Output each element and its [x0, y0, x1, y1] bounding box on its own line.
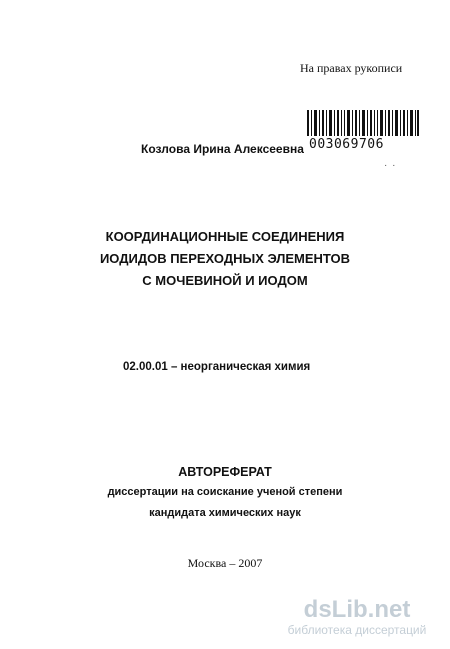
barcode: [307, 110, 425, 152]
barcode-bars: [307, 110, 419, 136]
abstract-block: [0, 462, 450, 524]
thesis-title: [0, 226, 450, 292]
specialty-code: 02.00.01 – неорганическая химия: [123, 361, 311, 373]
abstract-line-1: диссертации на соискание ученой степени: [107, 486, 343, 498]
barcode-number: 003069706: [309, 137, 384, 152]
abstract-heading: АВТОРЕФЕРАТ: [178, 465, 272, 479]
city-year: Москва – 2007: [187, 556, 263, 570]
thesis-title-line-1: КООРДИНАЦИОННЫЕ СОЕДИНЕНИЯ: [105, 229, 345, 244]
watermark[interactable]: [272, 598, 442, 638]
author-name: Козлова Ирина Алексеевна: [141, 142, 304, 156]
rights-note: На правах рукописи: [300, 61, 403, 75]
thesis-title-line-2: ИОДИДОВ ПЕРЕХОДНЫХ ЭЛЕМЕНТОВ: [99, 251, 351, 266]
barcode-dots: · ·: [384, 160, 397, 171]
abstract-line-2: кандидата химических наук: [149, 507, 301, 519]
watermark-logo[interactable]: dsLib.net: [303, 596, 411, 623]
thesis-title-line-3: С МОЧЕВИНОЙ И ИОДОМ: [142, 273, 308, 288]
watermark-subtitle: библиотека диссертаций: [287, 623, 427, 637]
